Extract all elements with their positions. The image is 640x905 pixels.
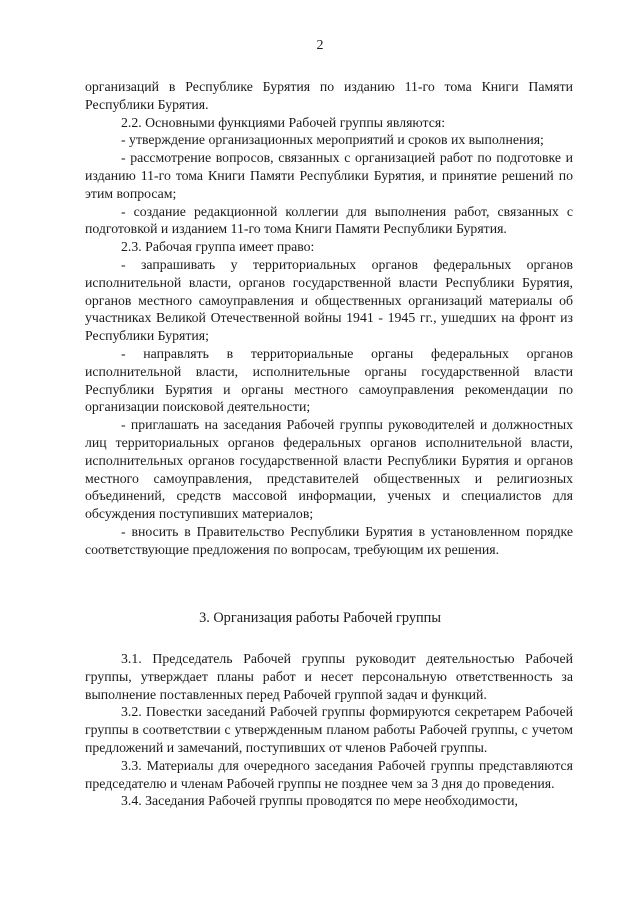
paragraph-2-2: 2.2. Основными функциями Рабочей группы являются: (121, 114, 446, 130)
paragraph-2-3: 2.3. Рабочая группа имеет право: (121, 239, 315, 255)
list-item: - запрашивать у территориальных органов федеральных органов исполнительной власти, органов государственной власти Республики Бурятия, органов местного самоуправления и общественных организаций материалы об участниках Великой Отечественной войны 1941 - 1945 гг., ушедших на фронт из Республики Бурятия; (85, 256, 573, 344)
list-item: - приглашать на заседания Рабочей группы руководителей и должностных лиц территориальных органов федеральных органов исполнительной власти, исполнительных органов государственной власти Республики Бурятия и органов местного самоуправления, представителей общественных и религиозных объединений, средств массовой информации, ученых и специалистов для обсуждения поступивших материалов; (85, 417, 573, 522)
paragraph-continuation: организаций в Республике Бурятия по изданию 11-го тома Книги Памяти Республики Бурятия. (85, 79, 573, 112)
section-title: 3. Организация работы Рабочей группы (199, 610, 441, 626)
paragraph-3-4: 3.4. Заседания Рабочей группы проводятся по мере необходимости, (121, 793, 518, 809)
list-item: - утверждение организационных мероприятий и сроков их выполнения; (121, 132, 544, 148)
section-2-body (85, 78, 573, 559)
paragraph-3-2: 3.2. Повестки заседаний Рабочей группы формируются секретарем Рабочей группы в соответствии с утвержденным планом работы Рабочей группы, с учетом предложений и замечаний, поступивших от членов Рабочей группы. (85, 704, 573, 755)
list-item: - создание редакционной коллегии для выполнения работ, связанных с подготовкой и изданием 11-го тома Книги Памяти Республики Бурятия. (85, 203, 573, 237)
page-number: 2 (316, 38, 324, 53)
paragraph-3-3: 3.3. Материалы для очередного заседания Рабочей группы представляются председателю и членам Рабочей группы не позднее чем за 3 дня до проведения. (85, 757, 573, 791)
list-item: - направлять в территориальные органы федеральных органов исполнительной власти, исполнительные органы государственной власти Республики Бурятия и органы местного самоуправления рекомендации по организации поисковой деятельности; (85, 345, 573, 415)
paragraph-3-1: 3.1. Председатель Рабочей группы руководит деятельностью Рабочей группы, утверждает планы работ и несет персональную ответственность за выполнение поставленных перед Рабочей группой задач и функций. (85, 651, 573, 702)
section-3-body (85, 650, 573, 810)
list-item: - рассмотрение вопросов, связанных с организацией работ по подготовке и изданию 11-го тома Книги Памяти Республики Бурятия, и принятие решений по этим вопросам; (85, 150, 573, 201)
list-item: - вносить в Правительство Республики Бурятия в установленном порядке соответствующие предложения по вопросам, требующим их решения. (85, 523, 573, 557)
